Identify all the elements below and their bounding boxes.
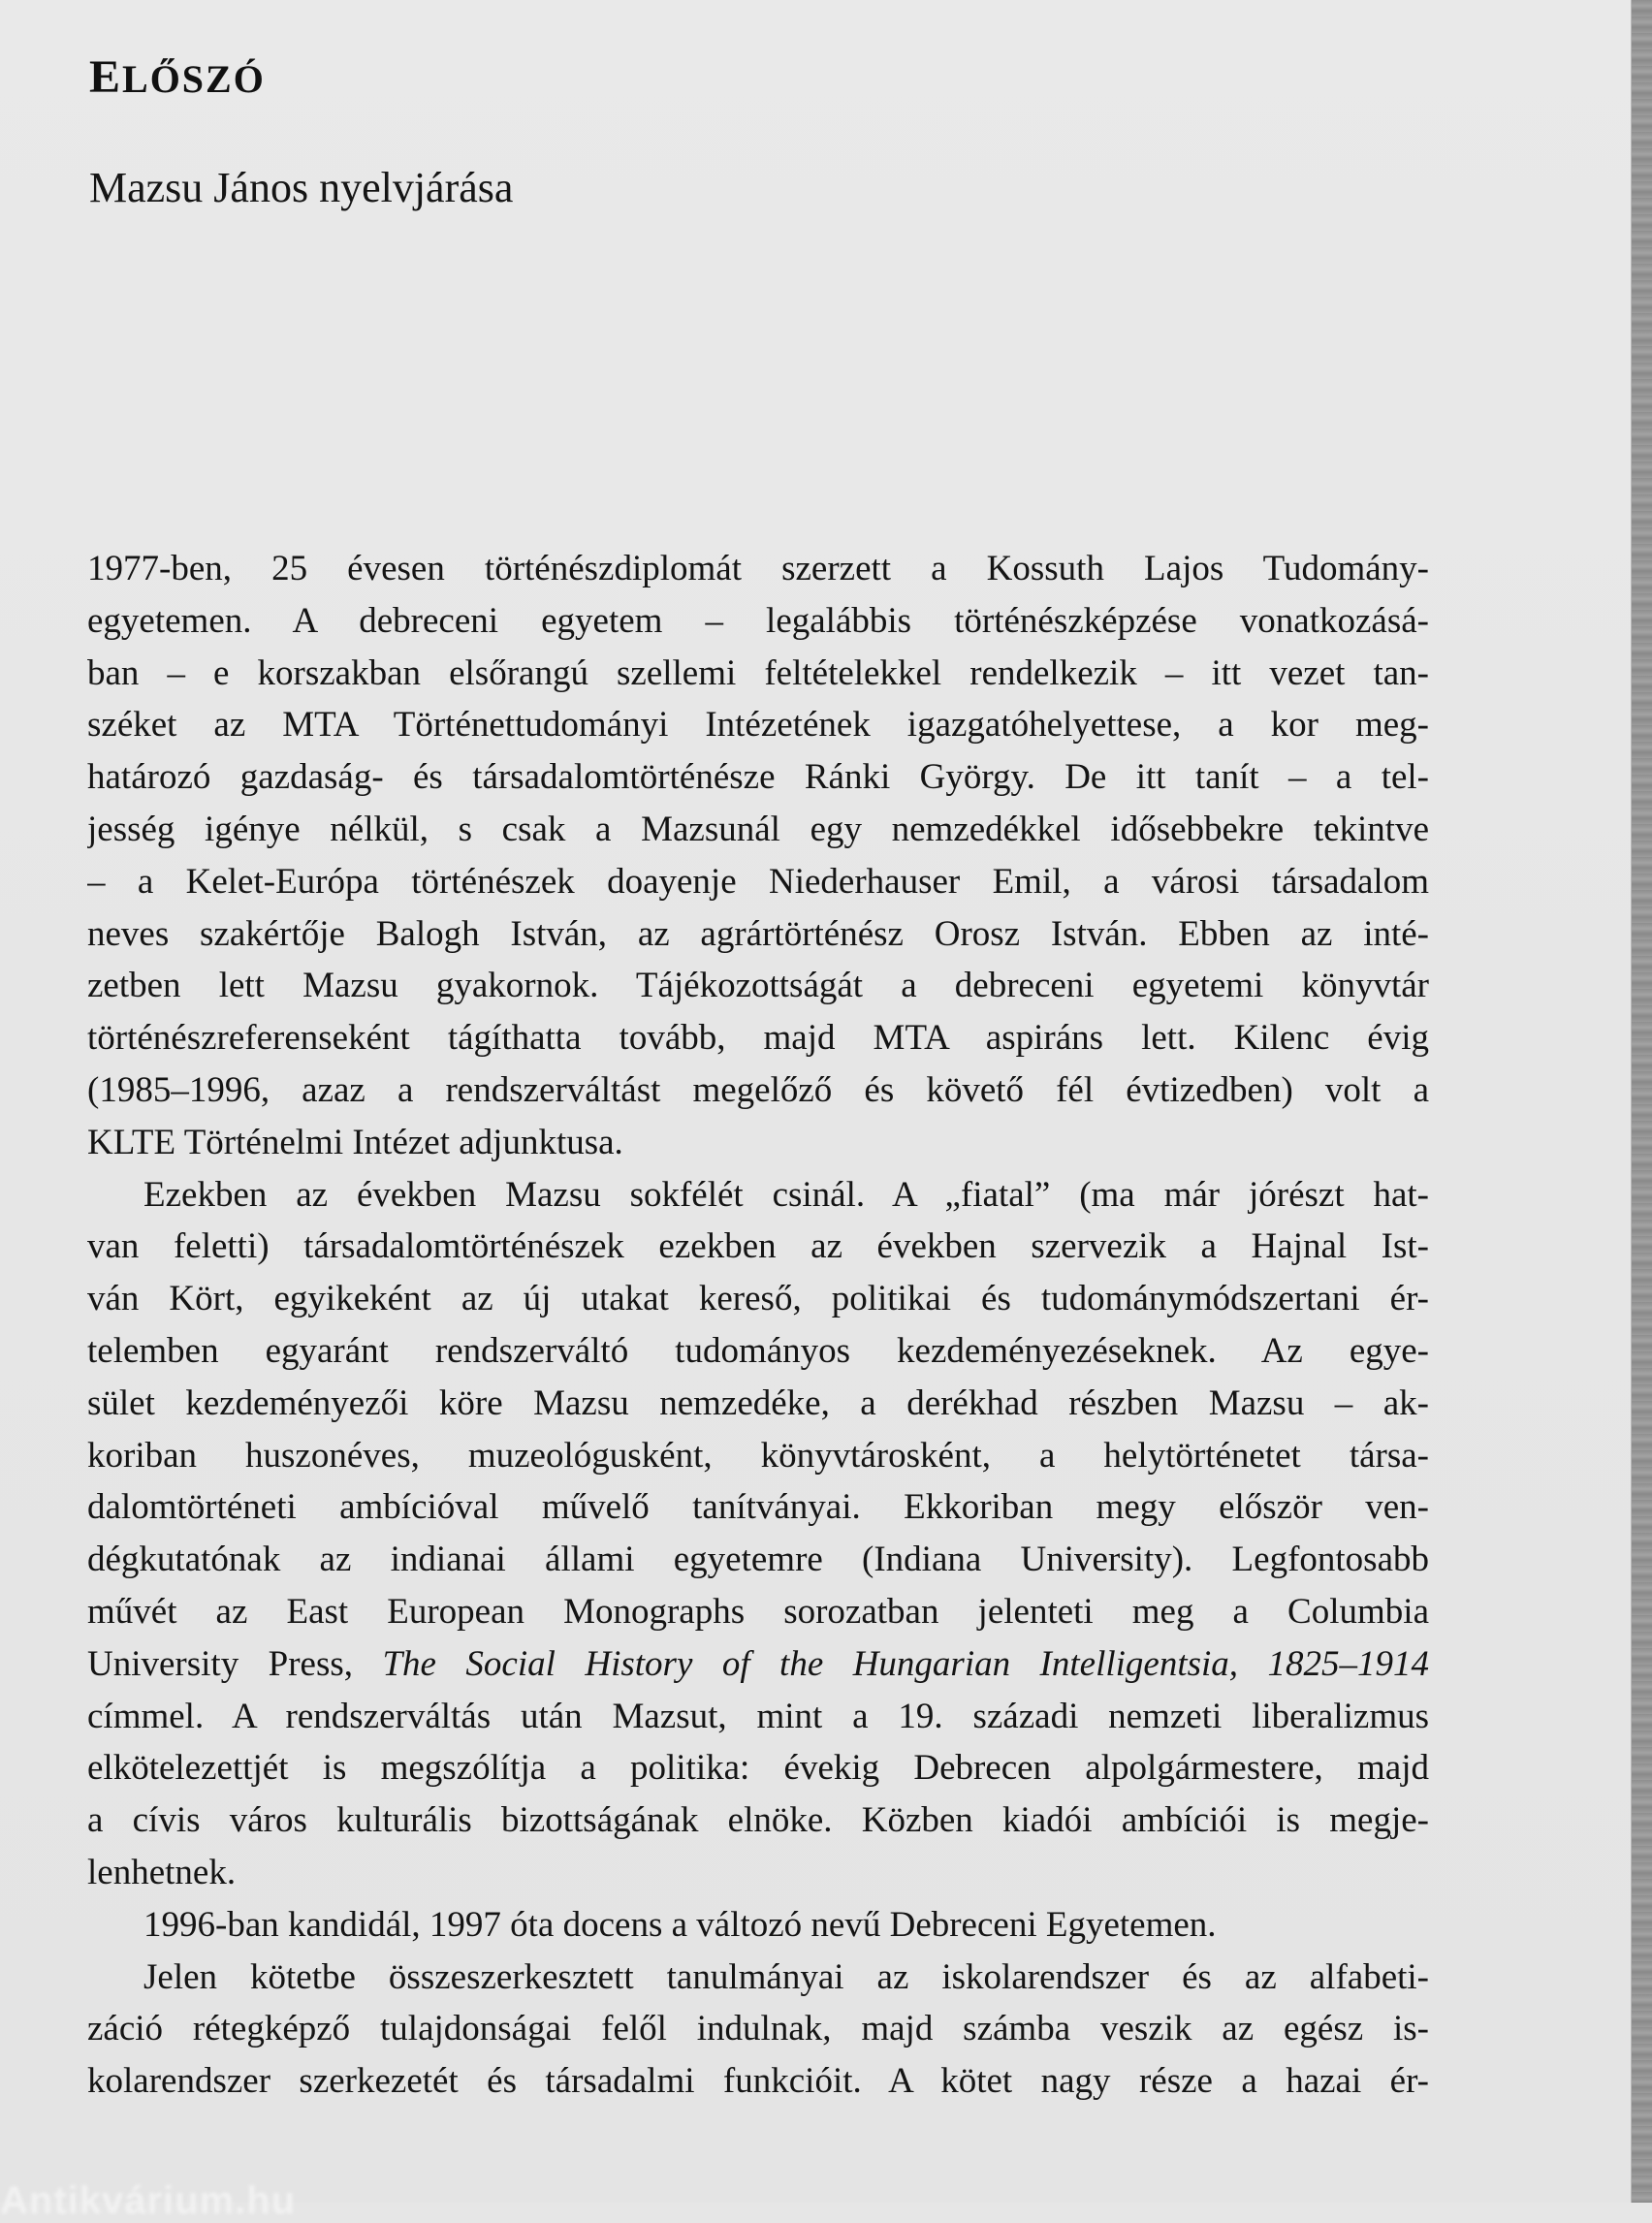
body-text <box>87 543 1429 2108</box>
book-spine-edge <box>1631 0 1652 2203</box>
text-line: dalomtörténeti ambícióval művelő tanítványai. Ekkoriban megy először ven- <box>87 1487 1429 1528</box>
text-line: telemben egyaránt rendszerváltó tudományos kezdeményezéseknek. Az egye- <box>87 1330 1429 1371</box>
text-line: Jelen kötetbe összeszerkesztett tanulmányai az iskolarendszer és az alfabeti- <box>143 1956 1429 1997</box>
text-line: művét az East European Monographs sorozatban jelenteti meg a Columbia <box>87 1591 1429 1632</box>
text-line: egyetemen. A debreceni egyetem – legalábbis történészképzése vonatkozásá- <box>87 600 1429 641</box>
text-line: ban – e korszakban elsőrangú szellemi feltételekkel rendelkezik – itt vezet tan- <box>87 652 1429 693</box>
chapter-title-initial: E <box>89 51 123 103</box>
text-line: (1985–1996, azaz a rendszerváltást megelőző és követő fél évtizedben) volt a <box>87 1069 1429 1110</box>
text-line <box>87 1638 1429 1691</box>
text-line: címmel. A rendszerváltás után Mazsut, mint a 19. századi nemzeti liberalizmus <box>87 1696 1429 1736</box>
text-line: 1977-ben, 25 évesen történészdiplomát szerzett a Kossuth Lajos Tudomány- <box>87 549 1429 588</box>
chapter-title-smallcaps: LŐSZÓ <box>122 57 266 101</box>
text-line: széket az MTA Történettudományi Intézetének igazgatóhelyettese, a kor meg- <box>87 705 1429 746</box>
book-title-italic: The Social History of the Hungarian Intelligentsia, 1825–1914 <box>382 1643 1429 1684</box>
text-line-prefix: University Press, <box>87 1643 383 1684</box>
text-line: ván Kört, egyikeként az új utakat kereső, politikai és tudománymódszertani ér- <box>87 1279 1429 1319</box>
text-line: dégkutatónak az indianai állami egyetemre (Indiana University). Legfontosabb <box>87 1540 1429 1580</box>
text-line: – a Kelet-Európa történészek doayenje Niederhauser Emil, a városi társadalom <box>87 861 1429 902</box>
chapter-subtitle: Mazsu János nyelvjárása <box>89 164 514 211</box>
text-line: záció rétegképző tulajdonságai felől indulnak, majd számba veszik az egész is- <box>87 2009 1429 2049</box>
text-line: sület kezdeményezői köre Mazsu nemzedéke, a derékhad részben Mazsu – ak- <box>87 1382 1429 1423</box>
text-line: neves szakértője Balogh István, az agrártörténész Orosz István. Ebben az inté- <box>87 913 1429 954</box>
watermark: Antikvárium.hu <box>0 2179 297 2222</box>
text-line: történészreferenseként tágíthatta tovább, majd MTA aspiráns lett. Kilenc évig <box>87 1018 1429 1059</box>
text-line: KLTE Történelmi Intézet adjunktusa. <box>87 1122 623 1162</box>
text-line: van feletti) társadalomtörténészek ezekben az években szervezik a Hajnal Ist- <box>87 1226 1429 1267</box>
text-line: zetben lett Mazsu gyakornok. Tájékozottságát a debreceni egyetemi könyvtár <box>87 966 1429 1006</box>
text-line: kolarendszer szerkezetét és társadalmi funkcióit. A kötet nagy része a hazai ér- <box>87 2061 1429 2102</box>
text-line: elkötelezettjét is megszólítja a politika: évekig Debrecen alpolgármestere, majd <box>87 1748 1429 1789</box>
text-line: koriban huszonéves, muzeológusként, könyvtárosként, a helytörténetet társa- <box>87 1435 1429 1476</box>
text-line: lenhetnek. <box>87 1852 237 1892</box>
text-line: Ezekben az években Mazsu sokfélét csinál. A „fiatal” (ma már jórészt hat- <box>143 1174 1429 1215</box>
chapter-title <box>89 50 266 104</box>
text-line: a cívis város kulturális bizottságának elnöke. Közben kiadói ambíciói is megje- <box>87 1800 1429 1841</box>
text-line: jesség igénye nélkül, s csak a Mazsunál egy nemzedékkel idősebbekre tekintve <box>87 809 1429 849</box>
text-line: 1996-ban kandidál, 1997 óta docens a változó nevű Debreceni Egyetemen. <box>143 1904 1217 1945</box>
text-line: határozó gazdaság- és társadalomtörténésze Ránki György. De itt tanít – a tel- <box>87 757 1429 798</box>
